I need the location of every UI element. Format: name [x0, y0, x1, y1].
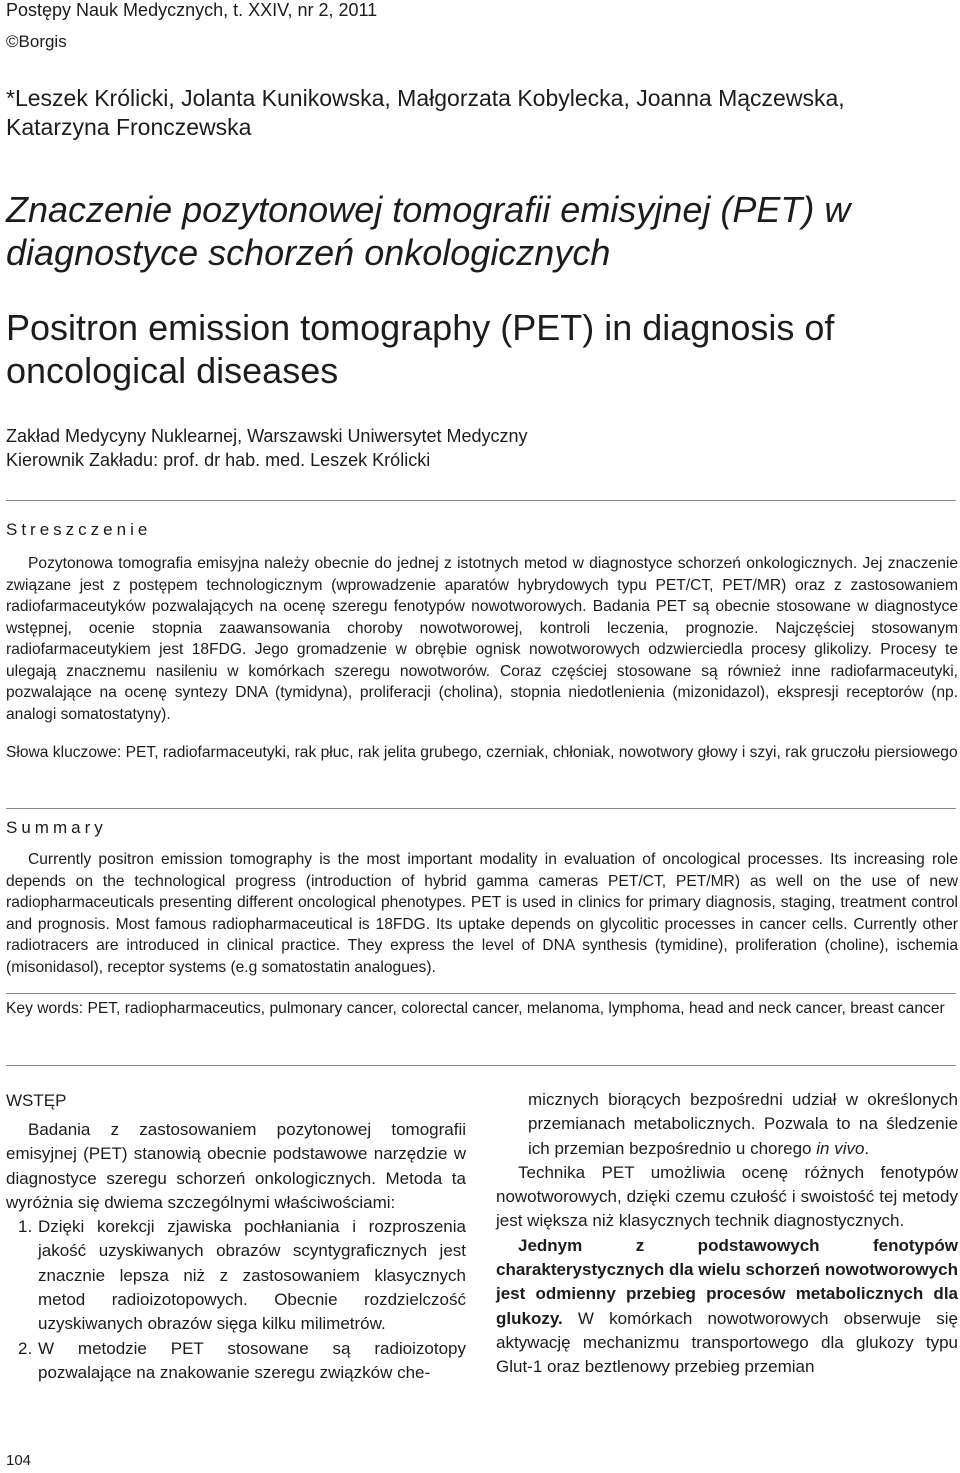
- summary-body: Currently positron emission tomography is the most important modality in evaluation of oncological processes. Its increasing role depends on the technological progress (introduction of hybrid gamma cameras PET/CT, PET/MR) as well on the use of new radiopharmaceuticals presenting different oncological phenotypes. PET is used in clinics for primary diagnosis, staging, treatment control and prognosis. Most famous radiopharmaceutical is 18FDG. Its uptake depends on glycolitic processes in cancer cells. Currently other radiotracers are introduced in clinical practice. They express the level of DNA synthesis (tymidine), proliferation (choline), ischemia (misonidasol), receptor systems (e.g somatostatin analogues).: [6, 851, 958, 976]
- divider: [6, 993, 956, 994]
- list-item: [6, 1215, 466, 1336]
- list-item: [6, 1337, 466, 1386]
- streszczenie-body: Pozytonowa tomografia emisyjna należy obecnie do jednej z istotnych metod w diagnostyce schorzeń onkologicznych. Jej znaczenie związane jest z postępem technologicznym (wprowadzenie aparatów hybrydowych typu PET/CT, PET/MR) oraz z zastosowaniem radiofarmaceutyków pozwalających na ocenę szeregu fenotypów nowotworowych. Badania PET są obecnie stosowane w diagnostyce wstępnej, ocenie stopnia zaawansowania choroby nowotworowej, kontroli leczenia, prognozie. Najczęściej stosowanym radiofarmaceutykiem jest 18FDG. Jego gromadzenie w obrębie ognisk nowotworowych odzwierciedla procesy glikolizy. Procesy te ulegają znacznemu nasileniu w komórkach szeregu nowotworów. Coraz częściej stosowane są również inne radiofarmaceutyki, pozwalające na ocenę syntezy DNA (tymidyna), proliferacji (cholina), stopnia niedotlenienia (mizonidazol), ekspresji receptorów (np. analogi somatostatyny).: [6, 555, 958, 723]
- summary-text: [6, 849, 958, 978]
- bold-statement: Jednym z podstawowych fenotypów charakterystycznych dla wielu schorzeń nowotworowych jest odmienny przebieg procesów metabolicznych dla glukozy.: [496, 1235, 958, 1328]
- properties-list: [6, 1215, 466, 1385]
- list-number: 1.: [18, 1217, 33, 1237]
- journal-citation: Postępy Nauk Medycznych, t. XXIV, nr 2, 2011: [6, 0, 378, 20]
- section-heading-wstep: WSTĘP: [6, 1091, 67, 1110]
- summary-heading: Summary: [6, 818, 107, 837]
- list-continuation: [496, 1088, 958, 1161]
- continuation-end: .: [864, 1138, 870, 1158]
- affiliation-head: Kierownik Zakładu: prof. dr hab. med. Leszek Królicki: [6, 450, 431, 470]
- paragraph-text: W komórkach nowotworowych obserwuje się aktywację mechanizmu transportowego dla glukozy typu Glut-1 oraz beztlenowy przebieg przemian: [496, 1308, 958, 1377]
- title-english: Positron emission tomography (PET) in diagnosis of oncological diseases: [6, 307, 835, 391]
- list-text: Dzięki korekcji zjawiska pochłaniania i rozproszenia jakość uzyskiwanych obrazów scyntygraficznych jest znacznie lepsza niż z zastosowaniem klasycznych metod radioizotopowych. Obecnie rozdzielczość uzyskiwanych obrazów sięga kilku milimetrów.: [38, 1217, 466, 1334]
- divider: [6, 500, 956, 501]
- keywords-polish: Słowa kluczowe: PET, radiofarmaceutyki, rak płuc, rak jelita grubego, czerniak, chłoniak, nowotwory głowy i szyi, rak gruczołu piersiowego: [6, 744, 958, 761]
- title-polish: Znaczenie pozytonowej tomografii emisyjnej (PET) w diagnostyce schorzeń onkologicznych: [6, 189, 851, 273]
- continuation-text: micznych biorących bezpośredni udział w określonych przemianach metabolicznych. Pozwala to na śledzenie ich przemian bezpośrednio u chorego: [528, 1090, 958, 1158]
- keywords-english: Key words: PET, radiopharmaceutics, pulmonary cancer, colorectal cancer, melanoma, lymphoma, head and neck cancer, breast cancer: [6, 1000, 945, 1017]
- streszczenie-text: [6, 553, 958, 725]
- divider: [6, 1065, 956, 1066]
- column-right: [496, 1088, 958, 1380]
- streszczenie-heading: Streszczenie: [6, 520, 152, 539]
- authors: *Leszek Królicki, Jolanta Kunikowska, Małgorzata Kobylecka, Joanna Mączewska, Katarzyna Fronczewska: [6, 85, 845, 140]
- paragraph-text: Technika PET umożliwia ocenę różnych fenotypów nowotworowych, dzięki czemu czułość i swoistość tej metody jest większa niż klasycznych technik diagnostycznych.: [496, 1162, 958, 1231]
- page-number: 104: [6, 1452, 32, 1469]
- column-left: [6, 1088, 466, 1385]
- affiliation-department: Zakład Medycyny Nuklearnej, Warszawski Uniwersytet Medyczny: [6, 426, 528, 446]
- paragraph-glucose: [496, 1234, 958, 1380]
- list-number: 2.: [18, 1338, 33, 1358]
- intro-text: Badania z zastosowaniem pozytonowej tomografii emisyjnej (PET) stanowią obecnie podstawowe narzędzie w diagnostyce szeregu schorzeń onkologicznych. Metoda ta wyróżnia się dwiema szczególnymi właściwościami:: [6, 1120, 466, 1212]
- affiliation: [6, 424, 906, 472]
- publisher: ©Borgis: [6, 32, 67, 51]
- paragraph-phenotypes: [496, 1161, 958, 1234]
- intro-paragraph: [6, 1118, 466, 1215]
- list-text: W metodzie PET stosowane są radioizotopy pozwalające na znakowanie szeregu związków che-: [38, 1338, 466, 1382]
- divider: [6, 808, 956, 809]
- in-vivo-italic: in vivo: [816, 1138, 865, 1158]
